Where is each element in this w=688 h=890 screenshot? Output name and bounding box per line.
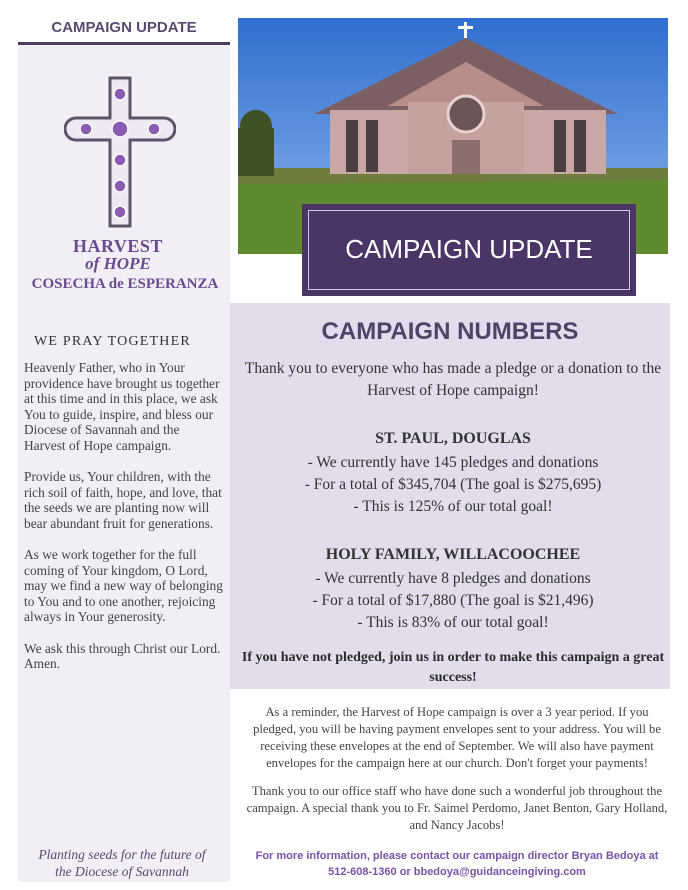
banner-title: CAMPAIGN UPDATE: [308, 210, 630, 290]
campaign-banner: [302, 204, 636, 296]
tagline: [24, 846, 220, 880]
parish-line: - For a total of $345,704 (The goal is $275,695): [304, 476, 602, 493]
parish-line: - We currently have 145 pledges and donations: [307, 454, 599, 471]
campaign-numbers-title: CAMPAIGN NUMBERS: [321, 318, 579, 345]
tagline-line: Planting seeds for the future of: [38, 847, 206, 862]
parish-line: - For a total of $17,880 (The goal is $21,496): [312, 592, 594, 609]
parish-block: [238, 428, 668, 518]
cross-icon: [64, 74, 176, 236]
logo-of-hope: of HOPE: [85, 254, 151, 273]
parish-line: - This is 83% of our total goal!: [357, 614, 549, 631]
parish-name: HOLY FAMILY, WILLACOOCHEE: [325, 546, 581, 563]
prayer-paragraph: Provide us, Your children, with the rich soil of faith, hope, and love, that the seeds we are planting now will bear abundant fruit for generations.: [24, 469, 222, 531]
parish-block: [238, 544, 668, 634]
contact-info: [244, 848, 670, 880]
logo-cosecha: COSECHA de ESPERANZA: [31, 276, 219, 292]
contact-line: For more information, please contact our campaign director Bryan Bedoya at: [255, 850, 659, 862]
parish-line: - We currently have 8 pledges and donations: [315, 570, 591, 587]
contact-line: 512-608-1360 or bbedoya@guidanceingiving.com: [328, 866, 586, 878]
prayer-paragraph: We ask this through Christ our Lord. Amen.: [24, 640, 221, 671]
logo-harvest: HARVEST: [73, 236, 163, 256]
prayer-paragraph: As we work together for the full coming of Your kingdom, O Lord, may we find a new way of belonging to You and to one another, rejoicing always in Your generosity.: [24, 547, 223, 624]
campaign-intro: Thank you to everyone who has made a pledge or a donation to the Harvest of Hope campaign!: [244, 360, 662, 399]
prayer-title: WE PRAY TOGETHER: [34, 334, 191, 349]
pledge-call-to-action: If you have not pledged, join us in order to make this campaign a great success!: [241, 650, 665, 685]
staff-thanks: Thank you to our office staff who have done such a wonderful job throughout the campaign. A special thank you to Fr. Saimel Perdomo, Janet Benton, Gary Holland, and Nancy Jacobs!: [246, 784, 668, 832]
prayer-paragraph: Heavenly Father, who in Your providence have brought us together at this time and in this place, we ask You to guide, inspire, and bless our Diocese of Savannah and the Harvest of Hope campaign.: [24, 360, 220, 453]
tagline-line: the Diocese of Savannah: [55, 864, 189, 879]
parish-line: - This is 125% of our total goal!: [353, 498, 553, 515]
parish-name: ST. PAUL, DOUGLAS: [375, 430, 531, 447]
prayer-text: [24, 360, 224, 688]
header-tag: CAMPAIGN UPDATE: [18, 14, 230, 45]
payment-reminder: As a reminder, the Harvest of Hope campaign is over a 3 year period. If you pledged, you will be having payment envelopes sent to your address. You will be receiving these envelopes at the end of September. We will also have payment envelopes for the campaign here at our church. Don't forget your payments!: [253, 705, 661, 770]
